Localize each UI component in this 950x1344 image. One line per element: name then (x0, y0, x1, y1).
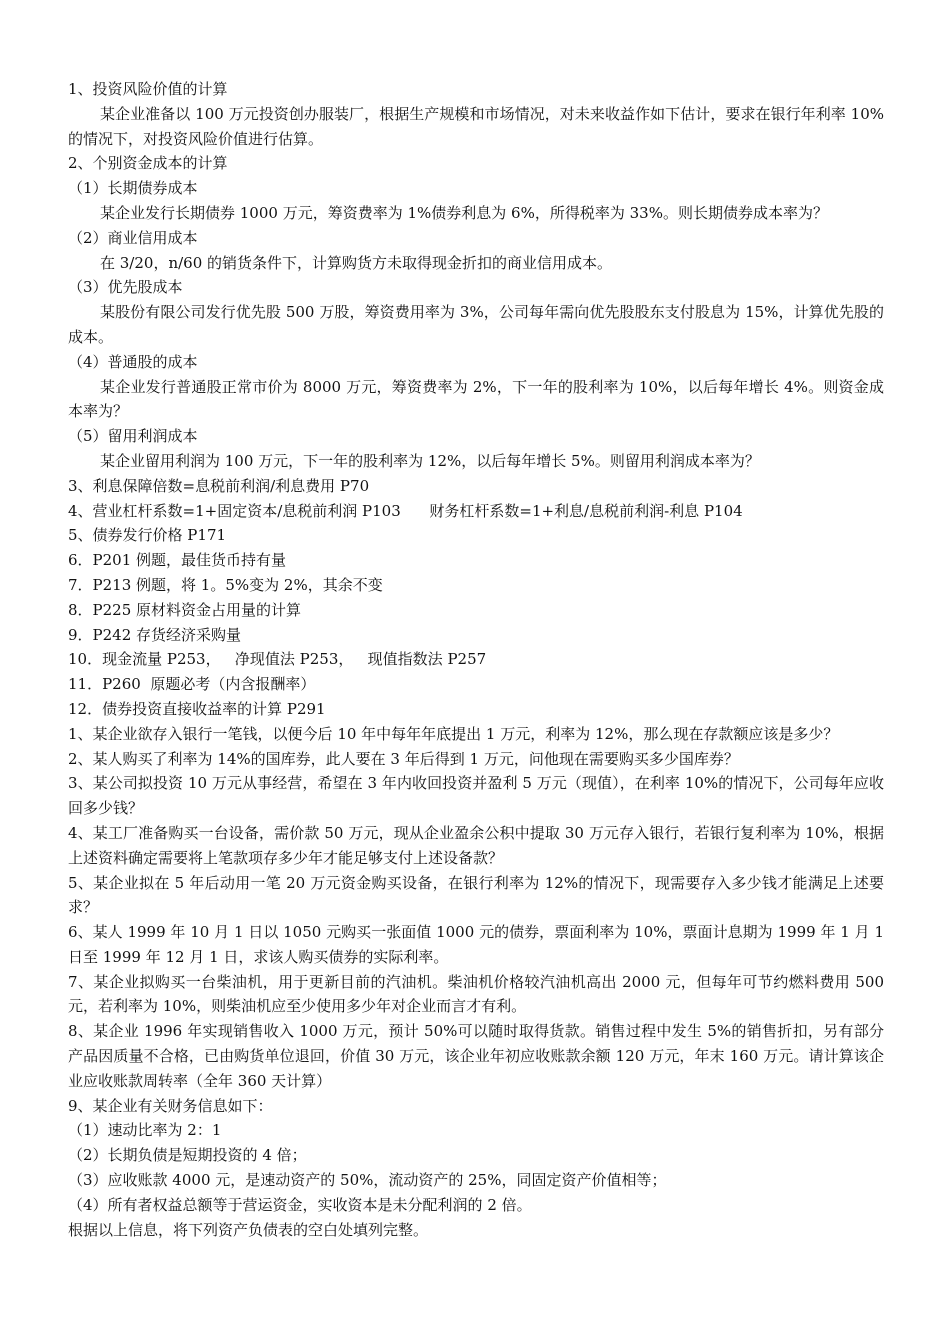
doc-line-34: （2）长期负债是短期投资的 4 倍； (68, 1146, 307, 1165)
doc-line-30: 7、某企业拟购买一台柴油机，用于更新目前的汽油机。柴油机价格较汽油机高出 2000 元，但每年可节约燃料费用 500 元，若利率为 10%，则柴油机应至少使用多少年对企业而言才有利。 (68, 972, 889, 1016)
doc-line-3: 2、个别资金成本的计算 (68, 154, 228, 173)
doc-line-19: 8．P225 原材料资金占用量的计算 (68, 600, 302, 619)
doc-line-24: 1、某企业欲存入银行一笔钱，以便今后 10 年中每年年底提出 1 万元，利率为 12%，那么现在存款额应该是多少？ (68, 724, 839, 743)
doc-line-9: 某股份有限公司发行优先股 500 万股，筹资费用率为 3%，公司每年需向优先股股东支付股息为 15%，计算优先股的成本。 (68, 303, 884, 346)
doc-line-25: 2、某人购买了利率为 14%的国库券，此人要在 3 年后得到 1 万元，问他现在需要购买多少国库券？ (68, 749, 739, 768)
doc-line-21: 10．现金流量 P253， 净现值法 P253， 现值指数法 P257 (68, 650, 487, 669)
doc-line-6: （2）商业信用成本 (68, 228, 198, 247)
doc-line-35: （3）应收账款 4000 元，是速动资产的 50%，流动资产的 25%，同固定资产价值相等； (68, 1171, 667, 1190)
doc-line-2: 某企业准备以 100 万元投资创办服装厂，根据生产规模和市场情况，对未来收益作如下估计，要求在银行年利率 10%的情况下，对投资风险价值进行估算。 (68, 104, 884, 148)
doc-line-14: 3、利息保障倍数=息税前利润/利息费用 P70 (68, 476, 370, 495)
doc-line-7: 在 3/20，n/60 的销货条件下，计算购货方未取得现金折扣的商业信用成本。 (100, 253, 613, 272)
doc-line-15: 4、营业杠杆系数=1+固定资本/息税前利润 P103 财务杠杆系数=1+利息/息税前利润-利息 P104 (68, 501, 743, 520)
doc-line-16: 5、债券发行价格 P171 (68, 526, 227, 545)
doc-line-32: 9、某企业有关财务信息如下： (68, 1096, 273, 1115)
document-page (68, 77, 889, 1242)
doc-line-26: 3、某公司拟投资 10 万元从事经营，希望在 3 年内收回投资并盈利 5 万元（现值），在利率 10%的情况下，公司每年应收回多少钱？ (68, 774, 884, 818)
doc-line-13: 某企业留用利润为 100 万元，下一年的股利率为 12%，以后每年增长 5%。则留用利润成本率为？ (100, 451, 760, 470)
doc-line-33: （1）速动比率为 2：1 (68, 1121, 222, 1140)
doc-line-31: 8、某企业 1996 年实现销售收入 1000 万元，预计 50%可以随时取得货款。销售过程中发生 5%的销售折扣，另有部分产品因质量不合格，已由购货单位退回，价值 30 万元，该企业年初应收账款余额 120 万元，年末 160 万元。请计算该企业应收账款周转率（全年 360 天计算） (68, 1022, 884, 1090)
doc-line-11: 某企业发行普通股正常市价为 8000 万元，筹资费率为 2%，下一年的股利率为 10%，以后每年增长 4%。则资金成本率为？ (68, 377, 884, 421)
doc-line-4: （1）长期债券成本 (68, 179, 198, 198)
doc-line-12: （5）留用利润成本 (68, 427, 198, 446)
doc-line-8: （3）优先股成本 (68, 278, 183, 297)
doc-line-37: 根据以上信息，将下列资产负债表的空白处填列完整。 (68, 1220, 429, 1239)
doc-line-10: （4）普通股的成本 (68, 352, 198, 371)
doc-line-28: 5、某企业拟在 5 年后动用一笔 20 万元资金购买设备，在银行利率为 12%的情况下，现需要存入多少钱才能满足上述要求？ (68, 873, 884, 917)
doc-line-36: （4）所有者权益总额等于营运资金，实收资本是未分配利润的 2 倍。 (68, 1195, 532, 1214)
doc-line-5: 某企业发行长期债券 1000 万元，筹资费率为 1%债券利息为 6%，所得税率为 33%。则长期债券成本率为？ (100, 203, 828, 222)
doc-line-22: 11．P260 原题必考（内含报酬率） (68, 675, 316, 694)
doc-line-17: 6．P201 例题，最佳货币持有量 (68, 551, 287, 570)
doc-line-20: 9．P242 存货经济采购量 (68, 625, 242, 644)
doc-line-23: 12．债券投资直接收益率的计算 P291 (68, 699, 326, 718)
doc-line-27: 4、某工厂准备购买一台设备，需价款 50 万元，现从企业盈余公积中提取 30 万元存入银行，若银行复利率为 10%，根据上述资料确定需要将上笔款项存多少年才能足够支付上述设备款？ (68, 823, 884, 867)
doc-line-1: 1、投资风险价值的计算 (68, 80, 228, 98)
doc-line-29: 6、某人 1999 年 10 月 1 日以 1050 元购买一张面值 1000 元的债券，票面利率为 10%，票面计息期为 1999 年 1 月 1 日至 1999 年 12 月 1 日，求该人购买债券的实际利率。 (68, 923, 889, 966)
doc-line-18: 7．P213 例题，将 1。5%变为 2%，其余不变 (68, 575, 383, 594)
